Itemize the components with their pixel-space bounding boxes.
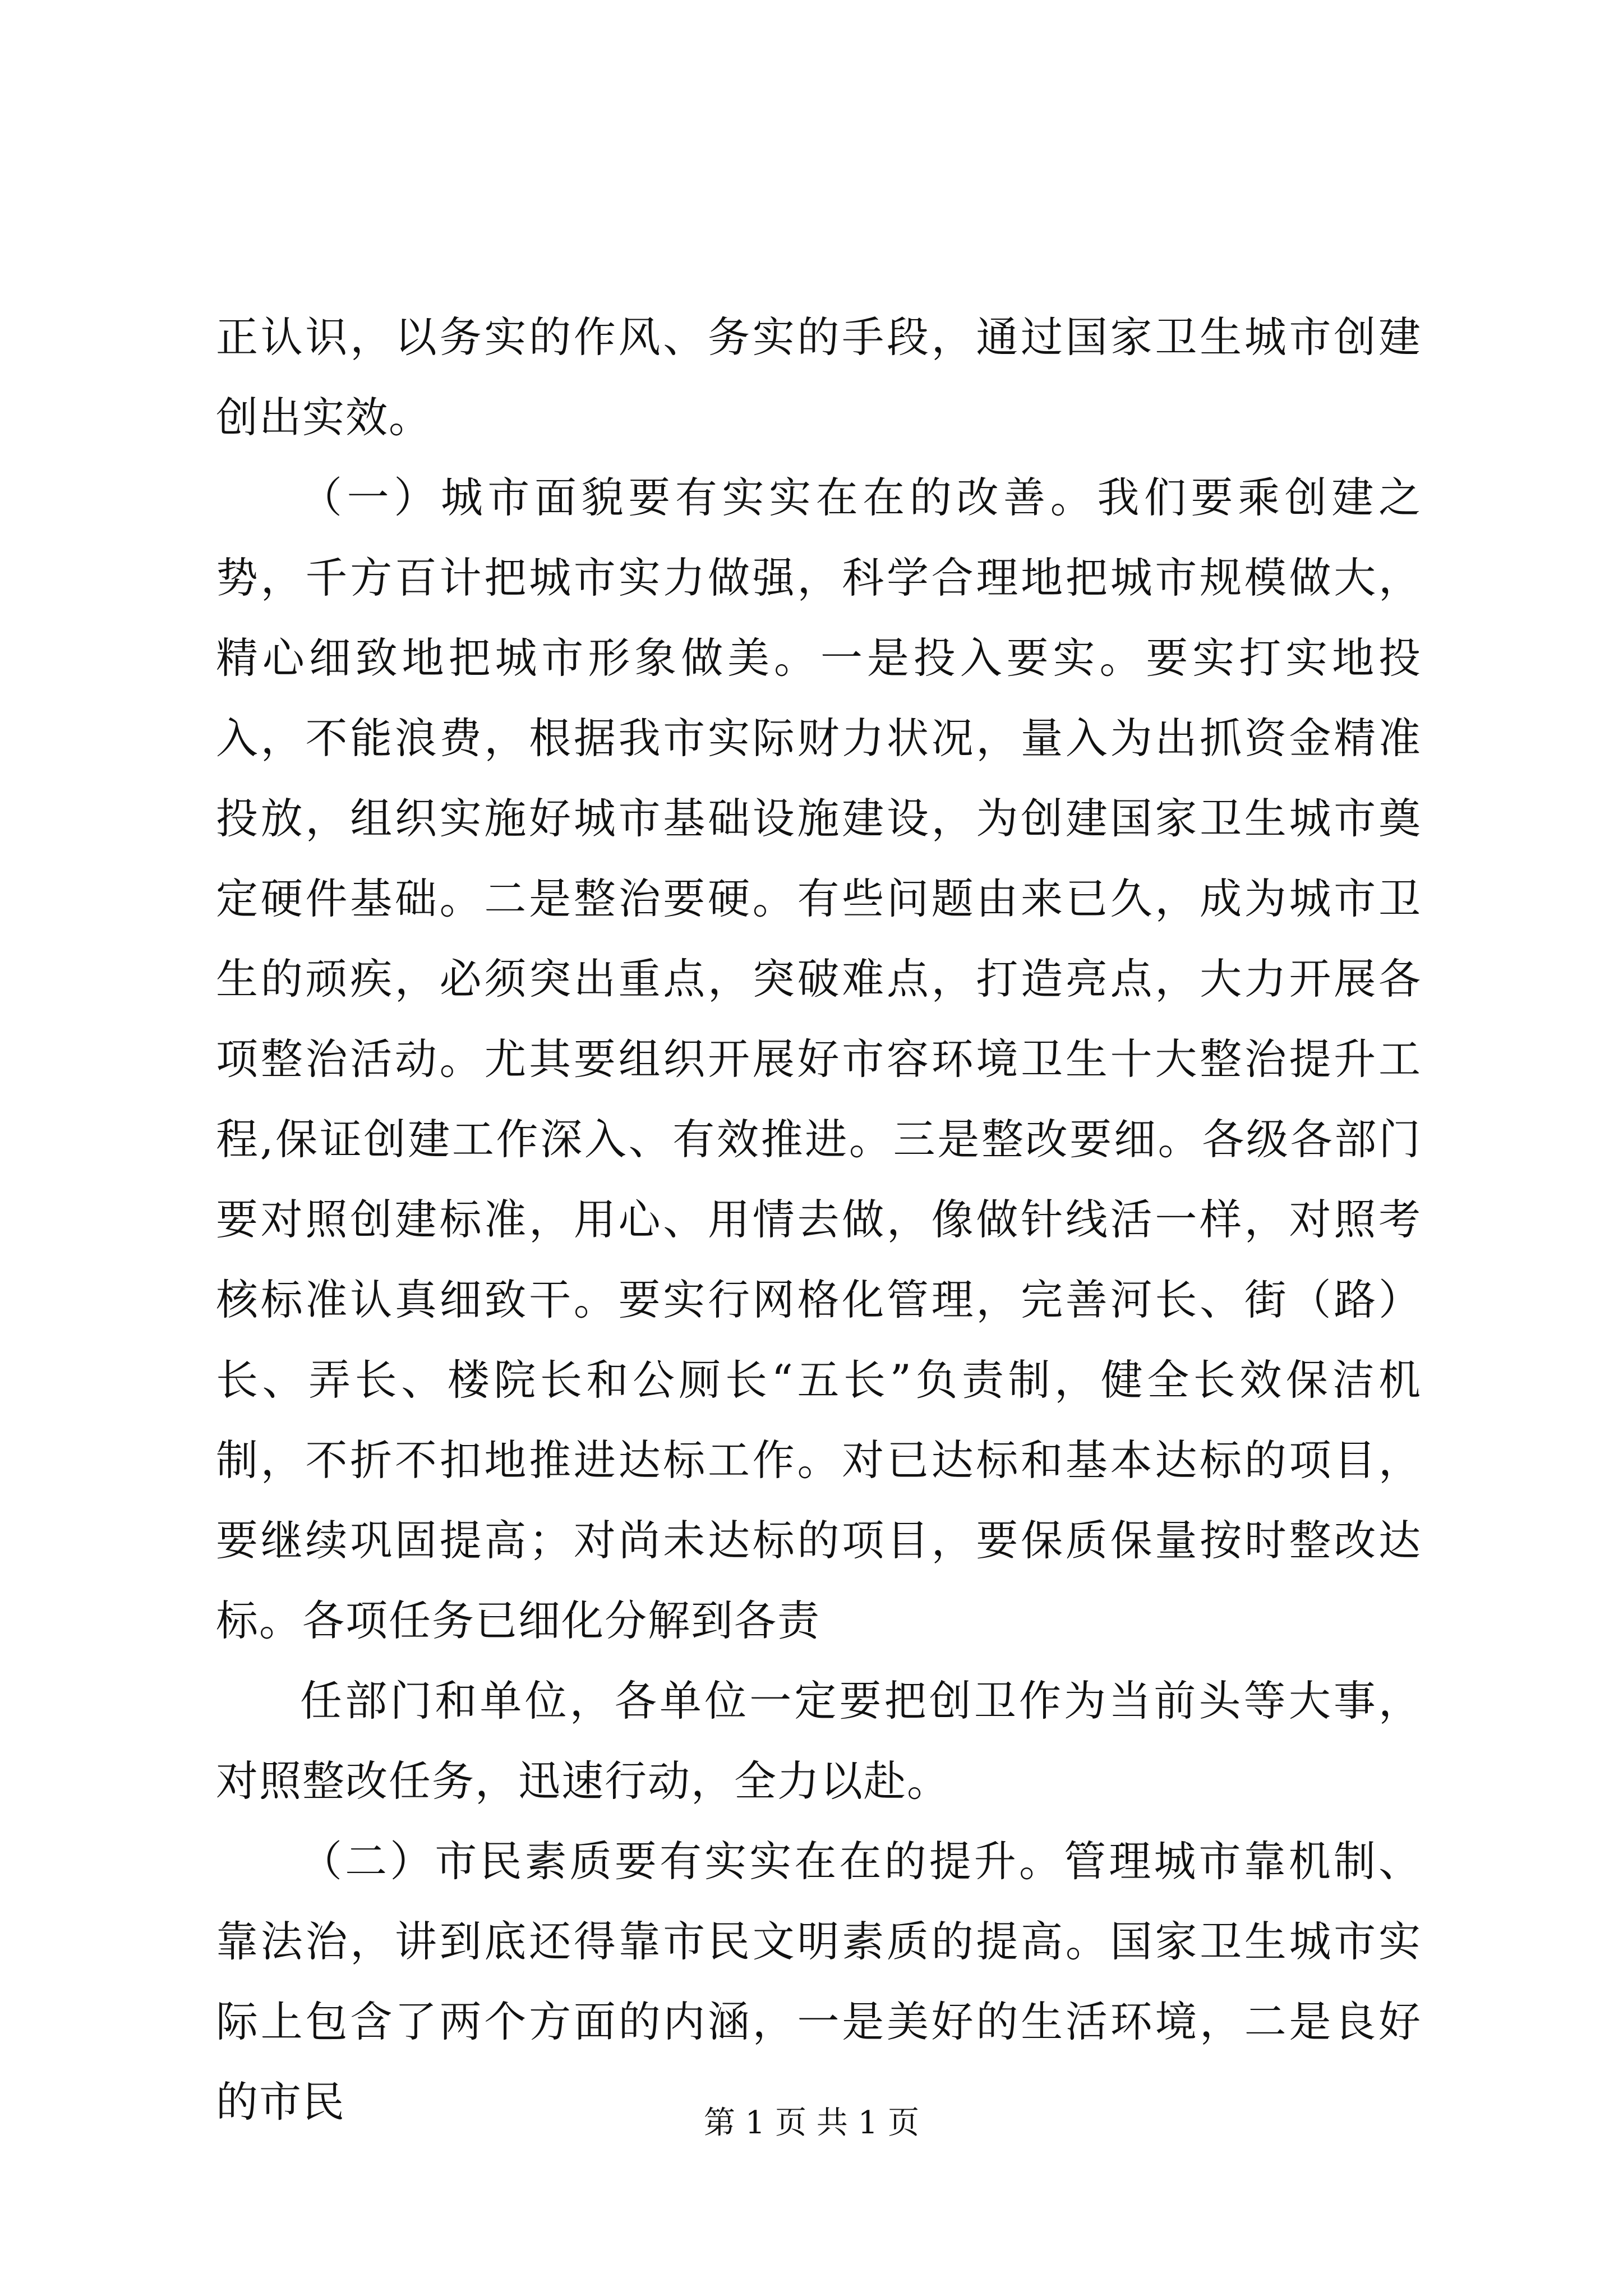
paragraph-4: （二）市民素质要有实实在在的提升。管理城市靠机制、靠法治，讲到底还得靠市民文明素质的提高。国家卫生城市实际上包含了两个方面的内涵，一是美好的生活环境，二是良好的市民 (216, 1837, 1422, 2127)
paragraph-1: 正认识，以务实的作风、务实的手段，通过国家卫生城市创建创出实效。 (216, 312, 1422, 442)
paragraph-3: 任部门和单位，各单位一定要把创卫作为当前头等大事，对照整改任务，迅速行动，全力以赴。 (216, 1676, 1422, 1806)
page-number-footer: 第 1 页 共 1 页 (703, 2105, 920, 2141)
paragraph-2: （一）城市面貌要有实实在在的改善。我们要乘创建之势，千方百计把城市实力做强，科学合理地把城市规模做大，精心细致地把城市形象做美。一是投入要实。要实打实地投入，不能浪费，根据我市实际财力状况，量入为出抓资金精准投放，组织实施好城市基础设施建设，为创建国家卫生城市奠定硬件基础。二是整治要硬。有些问题由来已久，成为城市卫生的顽疾，必须突出重点，突破难点，打造亮点，大力开展各项整治活动。尤其要组织开展好市容环境卫生十大整治提升工程,保证创建工作深入、有效推进。三是整改要细。各级各部门要对照创建标准，用心、用情去做，像做针线活一样，对照考核标准认真细致干。要实行网格化管理，完善河长、街（路）长、弄长、楼院长和公厕长“五长”负责制，健全长效保洁机制，不折不扣地推进达标工作。对已达标和基本达标的项目，要继续巩固提高；对尚未达标的项目，要保质保量按时整改达标。各项任务已细化分解到各责 (216, 473, 1422, 1645)
document-body (216, 297, 1422, 2142)
